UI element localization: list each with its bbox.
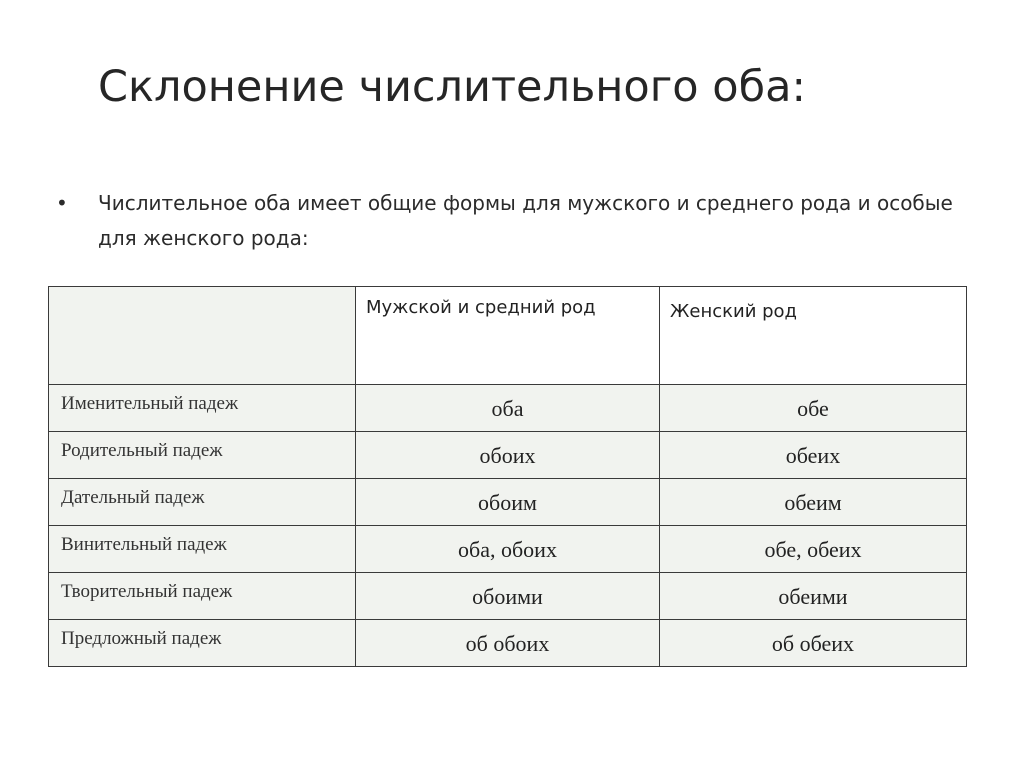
case-label: Творительный падеж: [61, 581, 233, 602]
case-cell: [49, 526, 356, 573]
fem-form-cell: [660, 620, 967, 667]
masc-neut-form: обоих: [479, 443, 536, 468]
masc-neut-form-cell: [356, 385, 660, 432]
case-label: Родительный падеж: [61, 440, 223, 461]
fem-form: обеих: [785, 443, 841, 468]
case-label: Винительный падеж: [61, 534, 227, 555]
header-cell-masc-neut: [356, 287, 660, 385]
case-cell: [49, 385, 356, 432]
table-row: [49, 620, 967, 667]
fem-form-cell: [660, 573, 967, 620]
masc-neut-form: оба: [491, 396, 524, 421]
case-cell: [49, 479, 356, 526]
header-label-masc-neut: Мужской и средний род: [366, 297, 596, 318]
table-row: [49, 432, 967, 479]
table-row: [49, 385, 967, 432]
fem-form: об обеих: [771, 631, 855, 656]
case-label: Предложный падеж: [61, 628, 222, 649]
masc-neut-form-cell: [356, 573, 660, 620]
masc-neut-form-cell: [356, 526, 660, 573]
masc-neut-form-cell: [356, 479, 660, 526]
case-cell: [49, 620, 356, 667]
masc-neut-form-cell: [356, 432, 660, 479]
declension-table: [48, 286, 967, 667]
case-cell: [49, 573, 356, 620]
fem-form: обе, обеих: [764, 537, 862, 562]
masc-neut-form: обоими: [472, 584, 543, 609]
slide-title: Склонение числительного оба:: [98, 62, 806, 112]
header-cell-empty: [49, 287, 356, 385]
table-row: [49, 573, 967, 620]
masc-neut-form: об обоих: [465, 631, 550, 656]
fem-form-cell: [660, 526, 967, 573]
fem-form-cell: [660, 432, 967, 479]
table-row: [49, 479, 967, 526]
masc-neut-form: обоим: [478, 490, 537, 515]
masc-neut-form: оба, обоих: [458, 537, 557, 562]
case-cell: [49, 432, 356, 479]
fem-form: обеим: [784, 490, 842, 515]
header-label-fem: Женский род: [670, 301, 798, 322]
fem-form-cell: [660, 479, 967, 526]
fem-form-cell: [660, 385, 967, 432]
masc-neut-form-cell: [356, 620, 660, 667]
fem-form: обе: [797, 396, 829, 421]
case-label: Дательный падеж: [61, 487, 205, 508]
table-row: [49, 526, 967, 573]
case-label: Именительный падеж: [61, 393, 239, 414]
fem-form: обеими: [778, 584, 848, 609]
bullet-paragraph: [56, 186, 976, 256]
table-header-row: [49, 287, 967, 385]
header-cell-fem: [660, 287, 967, 385]
bullet-text: Числительное оба имеет общие формы для мужского и среднего рода и особые для женского рода:: [98, 191, 953, 250]
bullet-marker: •: [56, 191, 68, 215]
